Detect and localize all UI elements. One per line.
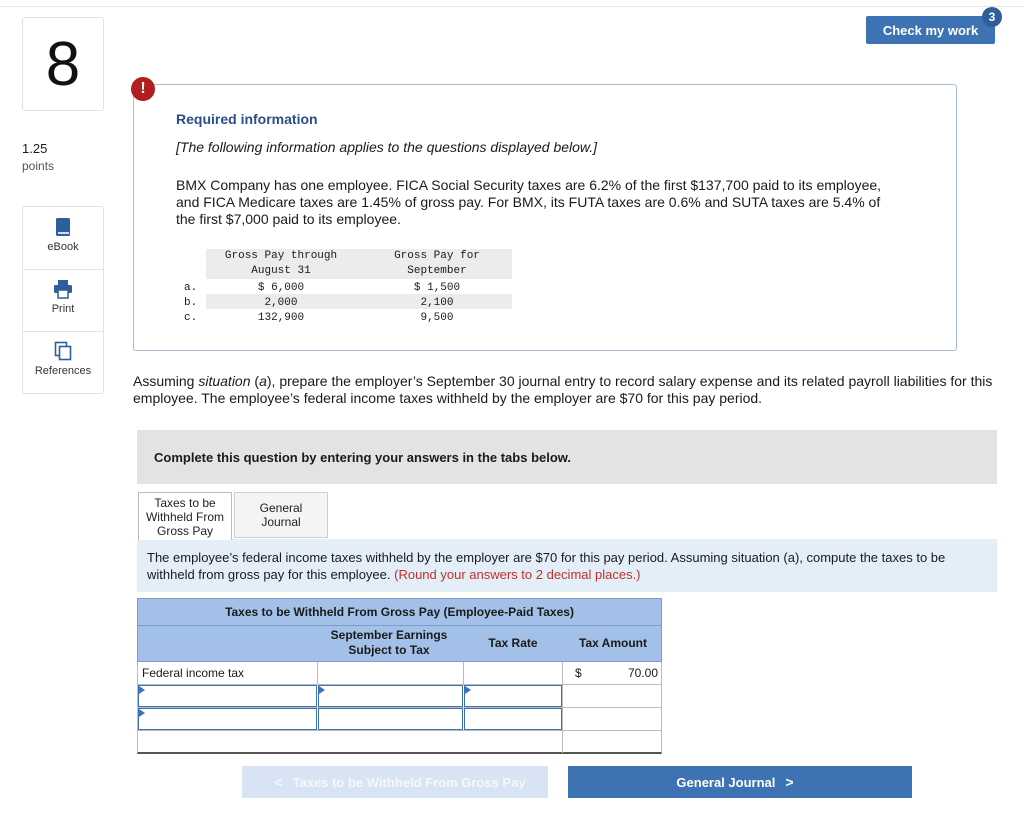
tab-instructions [137, 539, 997, 592]
tab-label: Withheld From [145, 509, 225, 524]
input-marker-icon [319, 686, 325, 694]
check-my-work-button[interactable] [866, 16, 995, 44]
tax-amount-value: 70.00 [627, 666, 658, 680]
points-value: 1.25 [22, 141, 48, 156]
col-tax-rate: Tax Rate [488, 635, 538, 650]
prev-tab-button[interactable] [242, 766, 548, 798]
points-label: points [22, 159, 55, 173]
required-title: Required information [176, 111, 318, 127]
col1-header-1: Gross Pay through [224, 250, 338, 262]
instructions-text: The employee’s federal income taxes withheld by the employer are $70 for this pay period. Assuming situation (a), compute the taxes to be withheld from gross pay for this employee. [147, 550, 946, 582]
col-tax-amount: Tax Amount [579, 635, 647, 650]
sept-earnings-cell[interactable] [318, 662, 464, 684]
col-divider [562, 685, 563, 707]
references-label: References [34, 365, 92, 377]
row-aug: 132,900 [257, 312, 305, 324]
tax-name-input[interactable] [138, 685, 317, 707]
row-sep: $ 1,500 [413, 282, 461, 294]
col2-header-2: September [407, 265, 467, 277]
tax-amount-cell [564, 685, 662, 707]
print-label: Print [51, 303, 75, 315]
table-row [137, 685, 662, 708]
assume-part: ( [250, 373, 260, 389]
rounding-note: (Round your answers to 2 decimal places.) [394, 567, 641, 582]
assume-italic: a [259, 373, 267, 389]
row-label: a. [184, 282, 198, 294]
next-tab-label: General Journal [676, 774, 776, 790]
row-label: Federal income tax [142, 666, 245, 680]
next-tab-button[interactable] [568, 766, 912, 798]
assumption-text [133, 373, 1003, 407]
complete-question-bar: Complete this question by entering your answers in the tabs below. [137, 430, 997, 484]
ebook-button[interactable] [23, 207, 103, 270]
print-button[interactable] [23, 269, 103, 332]
tab-general-journal[interactable] [234, 492, 328, 538]
col-divider [562, 731, 563, 753]
tax-name-input[interactable] [138, 708, 317, 730]
tax-rate-cell[interactable] [464, 662, 562, 684]
row-label: c. [184, 312, 198, 324]
sept-earnings-input[interactable] [318, 685, 463, 707]
input-marker-icon [139, 686, 145, 694]
tab-label: General [259, 501, 303, 515]
row-label: b. [184, 297, 198, 309]
tab-label: Taxes to be [154, 495, 216, 510]
prev-tab-label: Taxes to be Withheld From Gross Pay [292, 774, 526, 790]
references-button[interactable] [23, 331, 103, 393]
table-title: Taxes to be Withheld From Gross Pay (Employee-Paid Taxes) [137, 598, 662, 626]
check-my-work-label: Check my work [882, 22, 979, 38]
question-number: 8 [22, 17, 104, 111]
total-amount-cell [564, 731, 662, 753]
top-divider [0, 6, 1024, 7]
book-icon [55, 217, 71, 237]
col-divider [562, 708, 563, 730]
input-marker-icon [465, 686, 471, 694]
row-aug: 2,000 [264, 297, 298, 309]
col-sept-earnings-2: Subject to Tax [348, 643, 430, 657]
total-row [137, 731, 662, 754]
tax-rate-input[interactable] [464, 708, 562, 730]
tab-taxes-withheld[interactable] [138, 492, 232, 540]
col-divider [562, 662, 563, 684]
col1-header-2: August 31 [251, 265, 311, 277]
attempts-badge: 3 [982, 7, 1002, 27]
tools-panel [22, 206, 104, 394]
tax-rate-input[interactable] [464, 685, 562, 707]
col2-header-1: Gross Pay for [394, 250, 480, 262]
assume-italic: situation [198, 373, 251, 389]
currency-symbol: $ [575, 666, 582, 680]
tab-label: Journal [261, 515, 301, 529]
table-row [137, 662, 662, 685]
col-sept-earnings [316, 626, 462, 660]
row-aug: $ 6,000 [257, 282, 305, 294]
tax-amount-cell [564, 708, 662, 730]
row-sep: 9,500 [420, 312, 454, 324]
ebook-label: eBook [47, 241, 79, 253]
required-body: BMX Company has one employee. FICA Social Security taxes are 6.2% of the first $137,700 paid to its employee, and FICA Medicare taxes are 1.45% of gross pay. For BMX, its FUTA taxes are 0.6% and SUTA taxes are 5.4% of the first $7,000 paid to its employee. [176, 177, 882, 227]
table-header-row [137, 626, 662, 662]
sept-earnings-input[interactable] [318, 708, 463, 730]
input-marker-icon [139, 709, 145, 717]
col-sept-earnings-1: September Earnings [330, 628, 448, 642]
copy-icon [54, 341, 72, 361]
chevron-left-icon: < [274, 774, 283, 790]
assume-part: ), prepare the employer’s September 30 journal entry to record salary expense and its related payroll liabilities for this employee. The employee’s federal income taxes withheld by the employer are $70 for this pay period. [133, 373, 993, 406]
alert-icon: ! [131, 77, 155, 101]
table-row [137, 708, 662, 731]
printer-icon [53, 279, 73, 299]
required-subtitle: [The following information applies to the questions displayed below.] [176, 139, 598, 155]
row-sep: 2,100 [420, 297, 454, 309]
assume-part: Assuming [133, 373, 199, 389]
tab-label: Gross Pay [156, 523, 213, 538]
chevron-right-icon: > [785, 774, 794, 790]
